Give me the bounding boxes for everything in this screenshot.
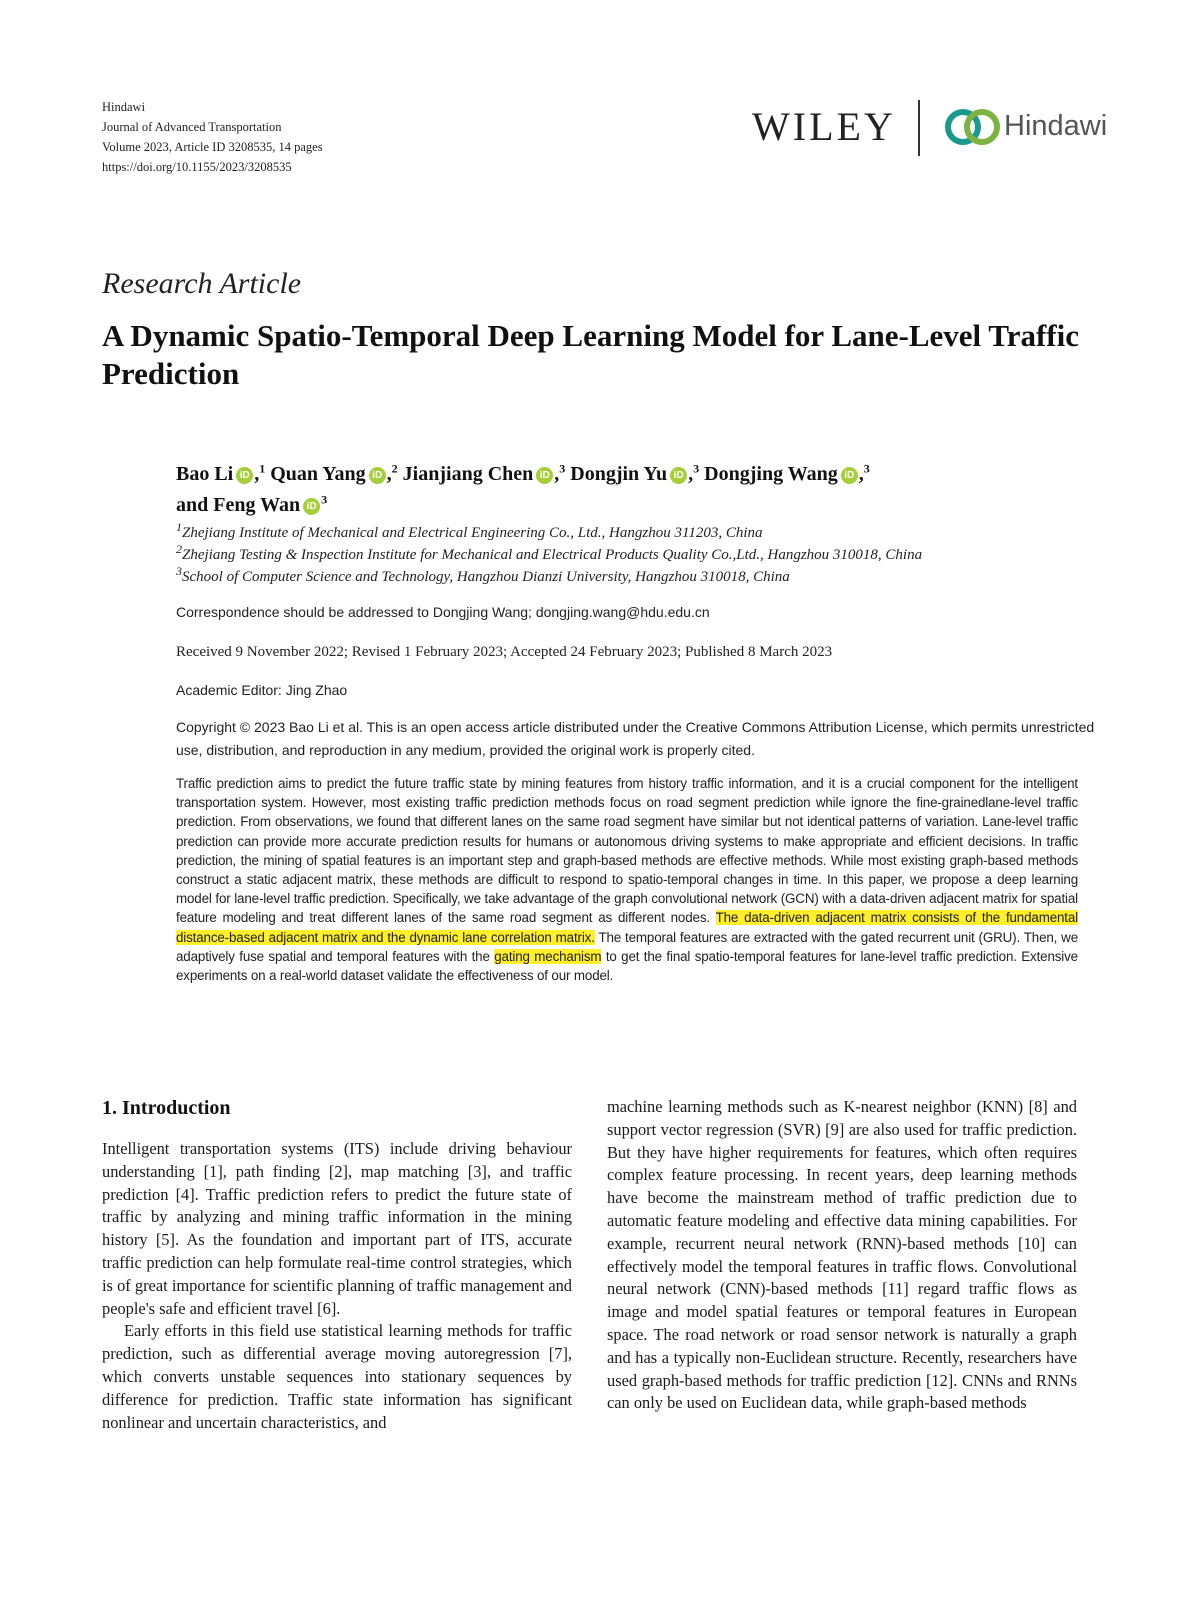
- publisher-name: Hindawi: [102, 100, 146, 114]
- author-1: Bao Li iD ,$^1$: [176, 461, 266, 485]
- paragraph: Intelligent transportation systems (ITS) include driving behaviour understanding [1], path finding [2], map matching [3], and traffic prediction [4]. Traffic prediction refers to predict the future state of traffic by analyzing and mining traffic information in the mining history [5]. As the foundation and important part of ITS, accurate traffic prediction can help formulate real-time control strategies, which is of great importance for scientific planning of traffic management and people's safe and efficient travel [6].: [102, 1139, 572, 1318]
- volume-info: Volume 2023, Article ID 3208535, 14 pages: [102, 140, 323, 154]
- hindawi-logo-icon: [942, 106, 1004, 148]
- orcid-icon[interactable]: iD: [236, 467, 253, 484]
- orcid-icon[interactable]: iD: [670, 467, 687, 484]
- academic-editor: Academic Editor: Jing Zhao: [176, 682, 348, 698]
- affiliation-1: $^1$Zhejiang Institute of Mechanical and Electrical Engineering Co., Ltd., Hangzhou 311203, China: [176, 520, 763, 541]
- author-list: [176, 459, 1106, 521]
- abstract: [176, 774, 1078, 985]
- abstract-highlight[interactable]: gating mechanism: [494, 948, 602, 964]
- right-column: [607, 1096, 1077, 1415]
- abstract-highlight[interactable]: The data-driven adjacent matrix consists of the fundamental distance-based adjacent matrix and the dynamic lane correlation matrix.: [176, 910, 1078, 945]
- orcid-icon[interactable]: iD: [841, 467, 858, 484]
- abstract-text: The temporal features are extracted with the gated recurrent unit (GRU). Then, we adaptively fuse spatial and temporal features with the: [176, 929, 1078, 964]
- author-2: Quan Yang iD ,$^2$: [270, 461, 398, 485]
- journal-name: Journal of Advanced Transportation: [102, 120, 282, 134]
- affiliation-3: $^3$School of Computer Science and Technology, Hangzhou Dianzi University, Hangzhou 310018, China: [176, 564, 790, 585]
- hindawi-logo-text: Hindawi: [1004, 110, 1108, 142]
- journal-meta: [102, 97, 323, 177]
- orcid-icon[interactable]: iD: [369, 467, 386, 484]
- doi-link[interactable]: https://doi.org/10.1155/2023/3208535: [102, 160, 292, 174]
- orcid-icon[interactable]: iD: [536, 467, 553, 484]
- affiliation-2: $^2$Zhejiang Testing & Inspection Institute for Mechanical and Electrical Products Quality Co.,Ltd., Hangzhou 310018, China: [176, 542, 923, 563]
- affiliation-list: [176, 522, 1106, 588]
- wiley-logo: WILEY: [752, 104, 896, 149]
- left-column: [102, 1138, 572, 1434]
- copyright-notice: Copyright © 2023 Bao Li et al. This is an open access article distributed under the Creative Commons Attribution License, which permits unrestricted use, distribution, and reproduction in any medium, provided the original work is properly cited.: [176, 719, 1095, 758]
- article-type: Research Article: [102, 267, 302, 300]
- author-5: Dongjing Wang iD ,$^3$: [704, 461, 870, 485]
- abstract-text: to get the final spatio-temporal features for lane-level traffic prediction. Extensive experiments on a real-world dataset validate the effectiveness of our model.: [176, 948, 1078, 984]
- author-4: Dongjin Yu iD ,$^3$: [570, 461, 700, 485]
- author-3: Jianjiang Chen iD ,$^3$: [402, 461, 566, 485]
- orcid-icon[interactable]: iD: [303, 498, 320, 515]
- paper-title: A Dynamic Spatio-Temporal Deep Learning Model for Lane-Level Traffic Prediction: [102, 318, 1079, 391]
- logo-divider: [918, 100, 920, 156]
- author-6: and Feng Wan $iD^3$: [176, 492, 328, 516]
- paragraph: Early efforts in this field use statistical learning methods for traffic prediction, such as differential average moving autoregression [7], which converts unstable sequences into stationary sequences by difference for prediction. Traffic state information has significant nonlinear and uncertain characteristics, and: [102, 1321, 572, 1432]
- publication-dates: Received 9 November 2022; Revised 1 February 2023; Accepted 24 February 2023; Published 8 March 2023: [176, 644, 833, 660]
- abstract-text: Traffic prediction aims to predict the future traffic state by mining features from history traffic information, and it is a crucial component for the intelligent transportation system. However, most existing traffic prediction methods focus on road segment prediction while ignore the fine-grainedlane-level traffic prediction. From observations, we found that different lanes on the same road segment have similar but not identical patterns of variation. Lane-level traffic prediction can provide more accurate prediction results for humans or autonomous driving systems to make appropriate and efficient decisions. In traffic prediction, the mining of spatial features is an important step and graph-based methods are effective methods. While most existing graph-based methods construct a static adjacent matrix, these methods are difficult to respond to spatio-temporal changes in time. In this paper, we propose a deep learning model for lane-level traffic prediction. Specifically, we take advantage of the graph convolutional network (GCN) with a data-driven adjacent matrix for spatial feature modeling and treat different lanes of the same road segment as different nodes.: [176, 776, 1078, 926]
- section-heading: 1. Introduction: [102, 1097, 231, 1119]
- paragraph: machine learning methods such as K-nearest neighbor (KNN) [8] and support vector regression (SVR) [9] are also used for traffic prediction. But they have higher requirements for features, which often requires complex feature processing. In recent years, deep learning methods have become the mainstream method of traffic prediction due to automatic feature modeling and effective data mining capabilities. For example, recurrent neural network (RNN)-based methods [10] can effectively model the temporal features in traffic flows. Convolutional neural network (CNN)-based methods [11] regard traffic flows as image and model spatial features or temporal features in European space. The road network or road sensor network is naturally a graph and has a typically non-Euclidean structure. Recently, researchers have used graph-based methods for traffic prediction [12]. CNNs and RNNs can only be used on Euclidean data, while graph-based methods: [607, 1097, 1077, 1413]
- correspondence: Correspondence should be addressed to Dongjing Wang; dongjing.wang@hdu.edu.cn: [176, 604, 710, 620]
